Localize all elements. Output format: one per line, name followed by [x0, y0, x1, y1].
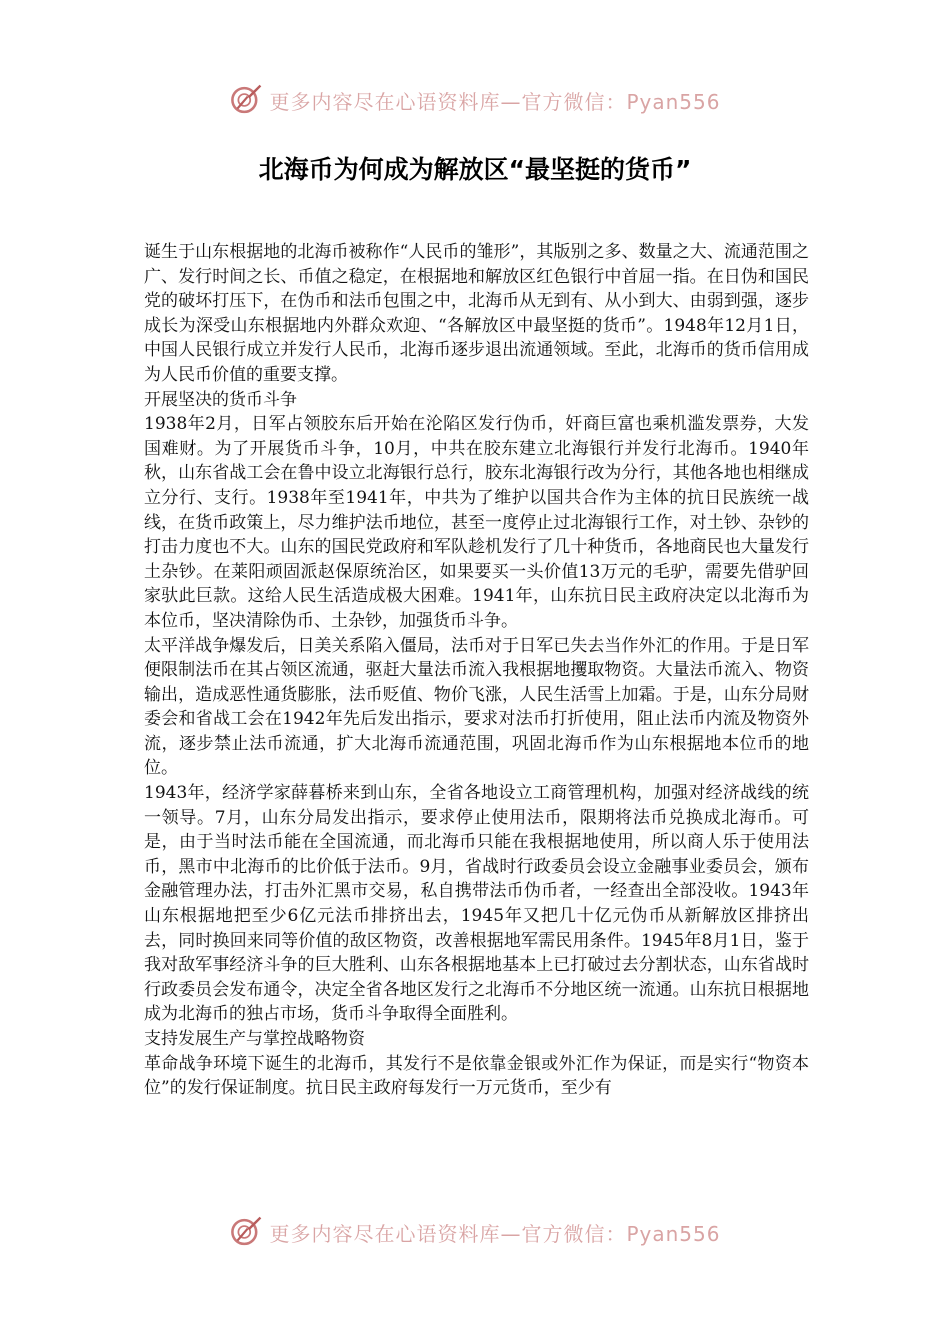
paragraph: 太平洋战争爆发后，日美关系陷入僵局，法币对于日军已失去当作外汇的作用。于是日军便限制法币在其占领区流通，驱赶大量法币流入我根据地攫取物资。大量法币流入、物资输出，造成恶性通货膨胀，法币贬值、物价飞涨，人民生活雪上加霜。于是，山东分局财委会和省战工会在1942年先后发出指示，要求对法币打折使用，阻止法币内流及物资外流，逐步禁止法币流通，扩大北海币流通范围，巩固北海币作为山东根据地本位币的地位。: [144, 635, 809, 779]
footer-watermark-banner: [0, 1210, 950, 1254]
paragraph: 诞生于山东根据地的北海币被称作“人民币的雏形”，其版别之多、数量之大、流通范围之广、发行时间之长、币值之稳定，在根据地和解放区红色银行中首屈一指。在日伪和国民党的破坏打压下，在伪币和法币包围之中，北海币从无到有、从小到大、由弱到强，逐步成长为深受山东根据地内外群众欢迎、“各解放区中最坚挺的货币”。1948年12月1日，中国人民银行成立并发行人民币，北海币逐步退出流通领域。至此，北海币的货币信用成为人民币价值的重要支撑。: [144, 242, 809, 385]
pen-logo-icon: [229, 83, 263, 117]
document-title: 北海币为何成为解放区“最坚挺的货币”: [258, 155, 692, 184]
paragraph: 1943年，经济学家薛暮桥来到山东，全省各地设立工商管理机构，加强对经济战线的统一领导。7月，山东分局发出指示，要求停止使用法币，限期将法币兑换成北海币。可是，由于当时法币能在全国流通，而北海币只能在我根据地使用，所以商人乐于使用法币，黑市中北海币的比价低于法币。9月，省战时行政委员会设立金融事业委员会，颁布金融管理办法，打击外汇黑市交易，私自携带法币伪币者，一经查出全部没收。1943年山东根据地把至少6亿元法币排挤出去，1945年又把几十亿元伪币从新解放区排挤出去，同时换回来同等价值的敌区物资，改善根据地军需民用条件。1945年8月1日，鉴于我对敌军事经济斗争的巨大胜利、山东各根据地基本上已打破过去分割状态，山东省战时行政委员会发布通令，决定全省各地区发行之北海币不分地区统一流通。山东抗日根据地成为北海币的独占市场，货币斗争取得全面胜利。: [144, 783, 809, 1025]
pen-logo-icon: [229, 1215, 263, 1249]
section-heading: 开展坚决的货币斗争: [144, 389, 297, 410]
footer-watermark-text: 更多内容尽在心语资料库—官方微信：Pyan556: [269, 1221, 721, 1246]
paragraph: 革命战争环境下诞生的北海币，其发行不是依靠金银或外汇作为保证，而是实行“物资本位”的发行保证制度。抗日民主政府每发行一万元货币，至少有: [144, 1053, 809, 1099]
section-heading: 支持发展生产与掌控战略物资: [144, 1029, 365, 1049]
header-watermark-banner: [0, 78, 950, 122]
header-watermark-text: 更多内容尽在心语资料库—官方微信：Pyan556: [269, 89, 721, 114]
document-body: [144, 240, 809, 1101]
paragraph: 1938年2月，日军占领胶东后开始在沦陷区发行伪币，奸商巨富也乘机滥发票券，大发国难财。为了开展货币斗争，10月，中共在胶东建立北海银行并发行北海币。1940年秋，山东省战工会在鲁中设立北海银行总行，胶东北海银行改为分行，其他各地也相继成立分行、支行。1938年至1941年，中共为了维护以国共合作为主体的抗日民族统一战线，在货币政策上，尽力维护法币地位，甚至一度停止过北海银行工作，对土钞、杂钞的打击力度也不大。山东的国民党政府和军队趁机发行了几十种货币，各地商民也大量发行土杂钞。在莱阳顽固派赵保原统治区，如果要买一头价值13万元的毛驴，需要先借驴回家驮此巨款。这给人民生活造成极大困难。1941年，山东抗日民主政府决定以北海币为本位币，坚决清除伪币、土杂钞，加强货币斗争。: [144, 414, 809, 631]
